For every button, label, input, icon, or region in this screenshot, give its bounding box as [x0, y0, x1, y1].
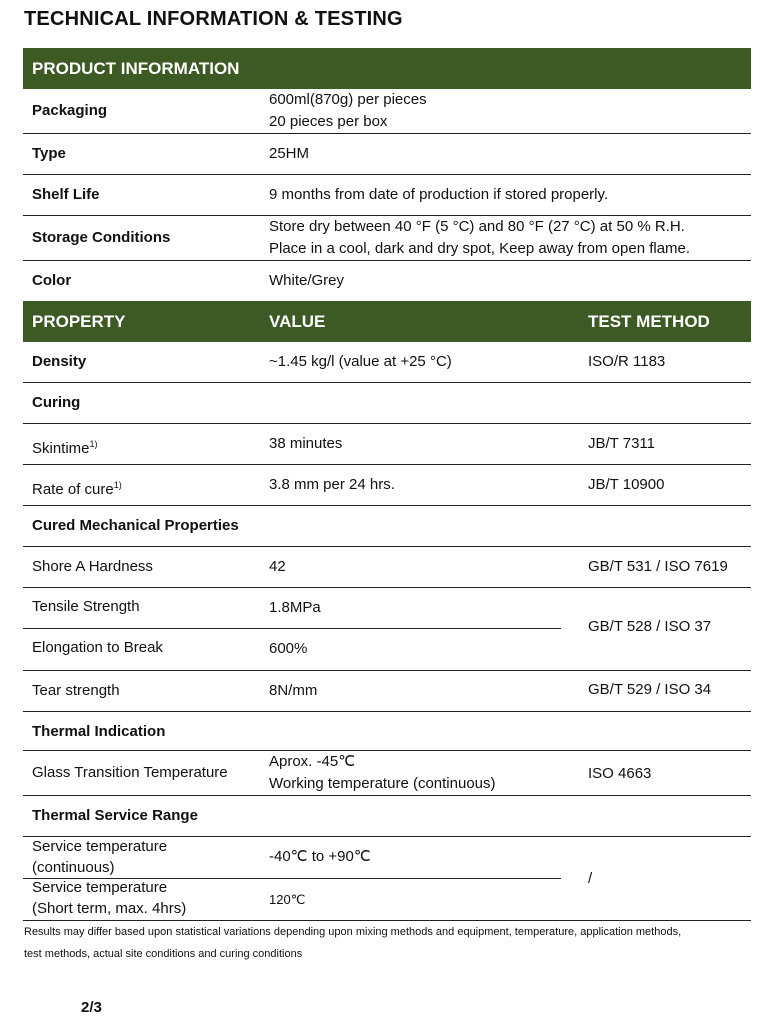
- mechanical-section-title: Cured Mechanical Properties: [32, 517, 239, 534]
- tensile-elongation-method: GB/T 528 / ISO 37: [588, 618, 712, 635]
- service-temperature-method: /: [588, 870, 593, 887]
- property-column-header: PROPERTY: [32, 312, 126, 331]
- density-row: [23, 342, 751, 383]
- curing-section-row: [23, 383, 751, 424]
- tensile-strength-value: 1.8MPa: [269, 599, 321, 616]
- tear-strength-value: 8N/mm: [269, 682, 318, 699]
- density-label: Density: [32, 353, 87, 370]
- curing-section-title: Curing: [32, 394, 81, 411]
- storage-conditions-value-line1: Store dry between 40 °F (5 °C) and 80 °F (27 °C) at 50 % R.H.: [269, 218, 685, 235]
- storage-conditions-value-line2: Place in a cool, dark and dry spot, Keep away from open flame.: [269, 240, 691, 257]
- type-value: 25HM: [269, 145, 310, 162]
- packaging-value-line1: 600ml(870g) per pieces: [269, 91, 427, 108]
- glass-transition-method: ISO 4663: [588, 765, 652, 782]
- storage-conditions-row: [23, 216, 751, 261]
- product-information-header-label: PRODUCT INFORMATION: [32, 59, 240, 78]
- footnote-line2: test methods, actual site conditions and curing conditions: [24, 948, 303, 960]
- skintime-value: 38 minutes: [269, 435, 343, 452]
- rate-of-cure-label: [32, 474, 122, 501]
- skintime-label: [32, 433, 98, 460]
- service-short-term-label-line1: Service temperature: [32, 879, 168, 896]
- thermal-range-title: Thermal Service Range: [32, 807, 198, 824]
- tensile-divider: [23, 628, 561, 629]
- shore-hardness-value: 42: [269, 558, 286, 575]
- color-value: White/Grey: [269, 272, 345, 289]
- tear-strength-label: Tear strength: [32, 682, 120, 699]
- service-short-term-value: 120℃: [269, 892, 306, 907]
- storage-conditions-label: Storage Conditions: [32, 229, 171, 246]
- rate-of-cure-method: JB/T 10900: [588, 476, 665, 493]
- shelf-life-label: Shelf Life: [32, 186, 100, 203]
- packaging-value-line2: 20 pieces per box: [269, 113, 388, 130]
- skintime-label-text: Skintime: [32, 440, 90, 457]
- shelf-life-value: 9 months from date of production if stored properly.: [269, 186, 609, 203]
- rate-of-cure-label-text: Rate of cure: [32, 481, 114, 498]
- glass-transition-value-line2: Working temperature (continuous): [269, 775, 496, 792]
- tear-strength-row: [23, 671, 751, 712]
- type-row: [23, 134, 751, 175]
- glass-transition-label: Glass Transition Temperature: [32, 764, 228, 781]
- page-number: 2/3: [81, 999, 102, 1016]
- service-continuous-label-line2: (continuous): [32, 859, 115, 876]
- shelf-life-row: [23, 175, 751, 216]
- rate-of-cure-footnote-mark: 1): [113, 480, 122, 490]
- packaging-label: Packaging: [32, 102, 108, 119]
- elongation-label: Elongation to Break: [32, 639, 163, 656]
- thermal-indication-section-row: [23, 712, 751, 751]
- elongation-value: 600%: [269, 640, 308, 657]
- density-method: ISO/R 1183: [588, 353, 666, 370]
- density-value: ~1.45 kg/l (value at +25 °C): [269, 353, 452, 370]
- service-temperature-group: [23, 837, 751, 921]
- test-method-column-header: TEST METHOD: [588, 312, 710, 331]
- type-label: Type: [32, 145, 66, 162]
- tensile-strength-label: Tensile Strength: [32, 598, 140, 615]
- skintime-row: [23, 424, 751, 465]
- color-label: Color: [32, 272, 72, 289]
- rate-of-cure-row: [23, 465, 751, 506]
- footnote-line1: Results may differ based upon statistical variations depending upon mixing methods and equipment, temperature, application methods,: [24, 926, 682, 938]
- tensile-elongation-group: [23, 588, 751, 671]
- skintime-method: JB/T 7311: [588, 435, 655, 452]
- mechanical-section-row: [23, 506, 751, 547]
- product-information-header: [23, 48, 751, 89]
- thermal-indication-title: Thermal Indication: [32, 723, 166, 740]
- shore-hardness-label: Shore A Hardness: [32, 558, 153, 575]
- tear-strength-method: GB/T 529 / ISO 34: [588, 681, 712, 698]
- thermal-range-section-row: [23, 796, 751, 837]
- service-short-term-label-line2: (Short term, max. 4hrs): [32, 900, 187, 917]
- service-continuous-label-line1: Service temperature: [32, 838, 168, 855]
- glass-transition-row: [23, 751, 751, 796]
- color-row: [23, 261, 751, 301]
- service-continuous-value: -40℃ to +90℃: [269, 848, 371, 865]
- page-title: TECHNICAL INFORMATION & TESTING: [24, 8, 403, 30]
- value-column-header: VALUE: [269, 312, 326, 331]
- rate-of-cure-value: 3.8 mm per 24 hrs.: [269, 476, 395, 493]
- skintime-footnote-mark: 1): [89, 439, 98, 449]
- shore-hardness-method: GB/T 531 / ISO 7619: [588, 558, 728, 575]
- glass-transition-value-line1: Aprox. -45℃: [269, 753, 356, 770]
- packaging-row: [23, 89, 751, 134]
- shore-hardness-row: [23, 547, 751, 588]
- property-table-header: [23, 301, 751, 342]
